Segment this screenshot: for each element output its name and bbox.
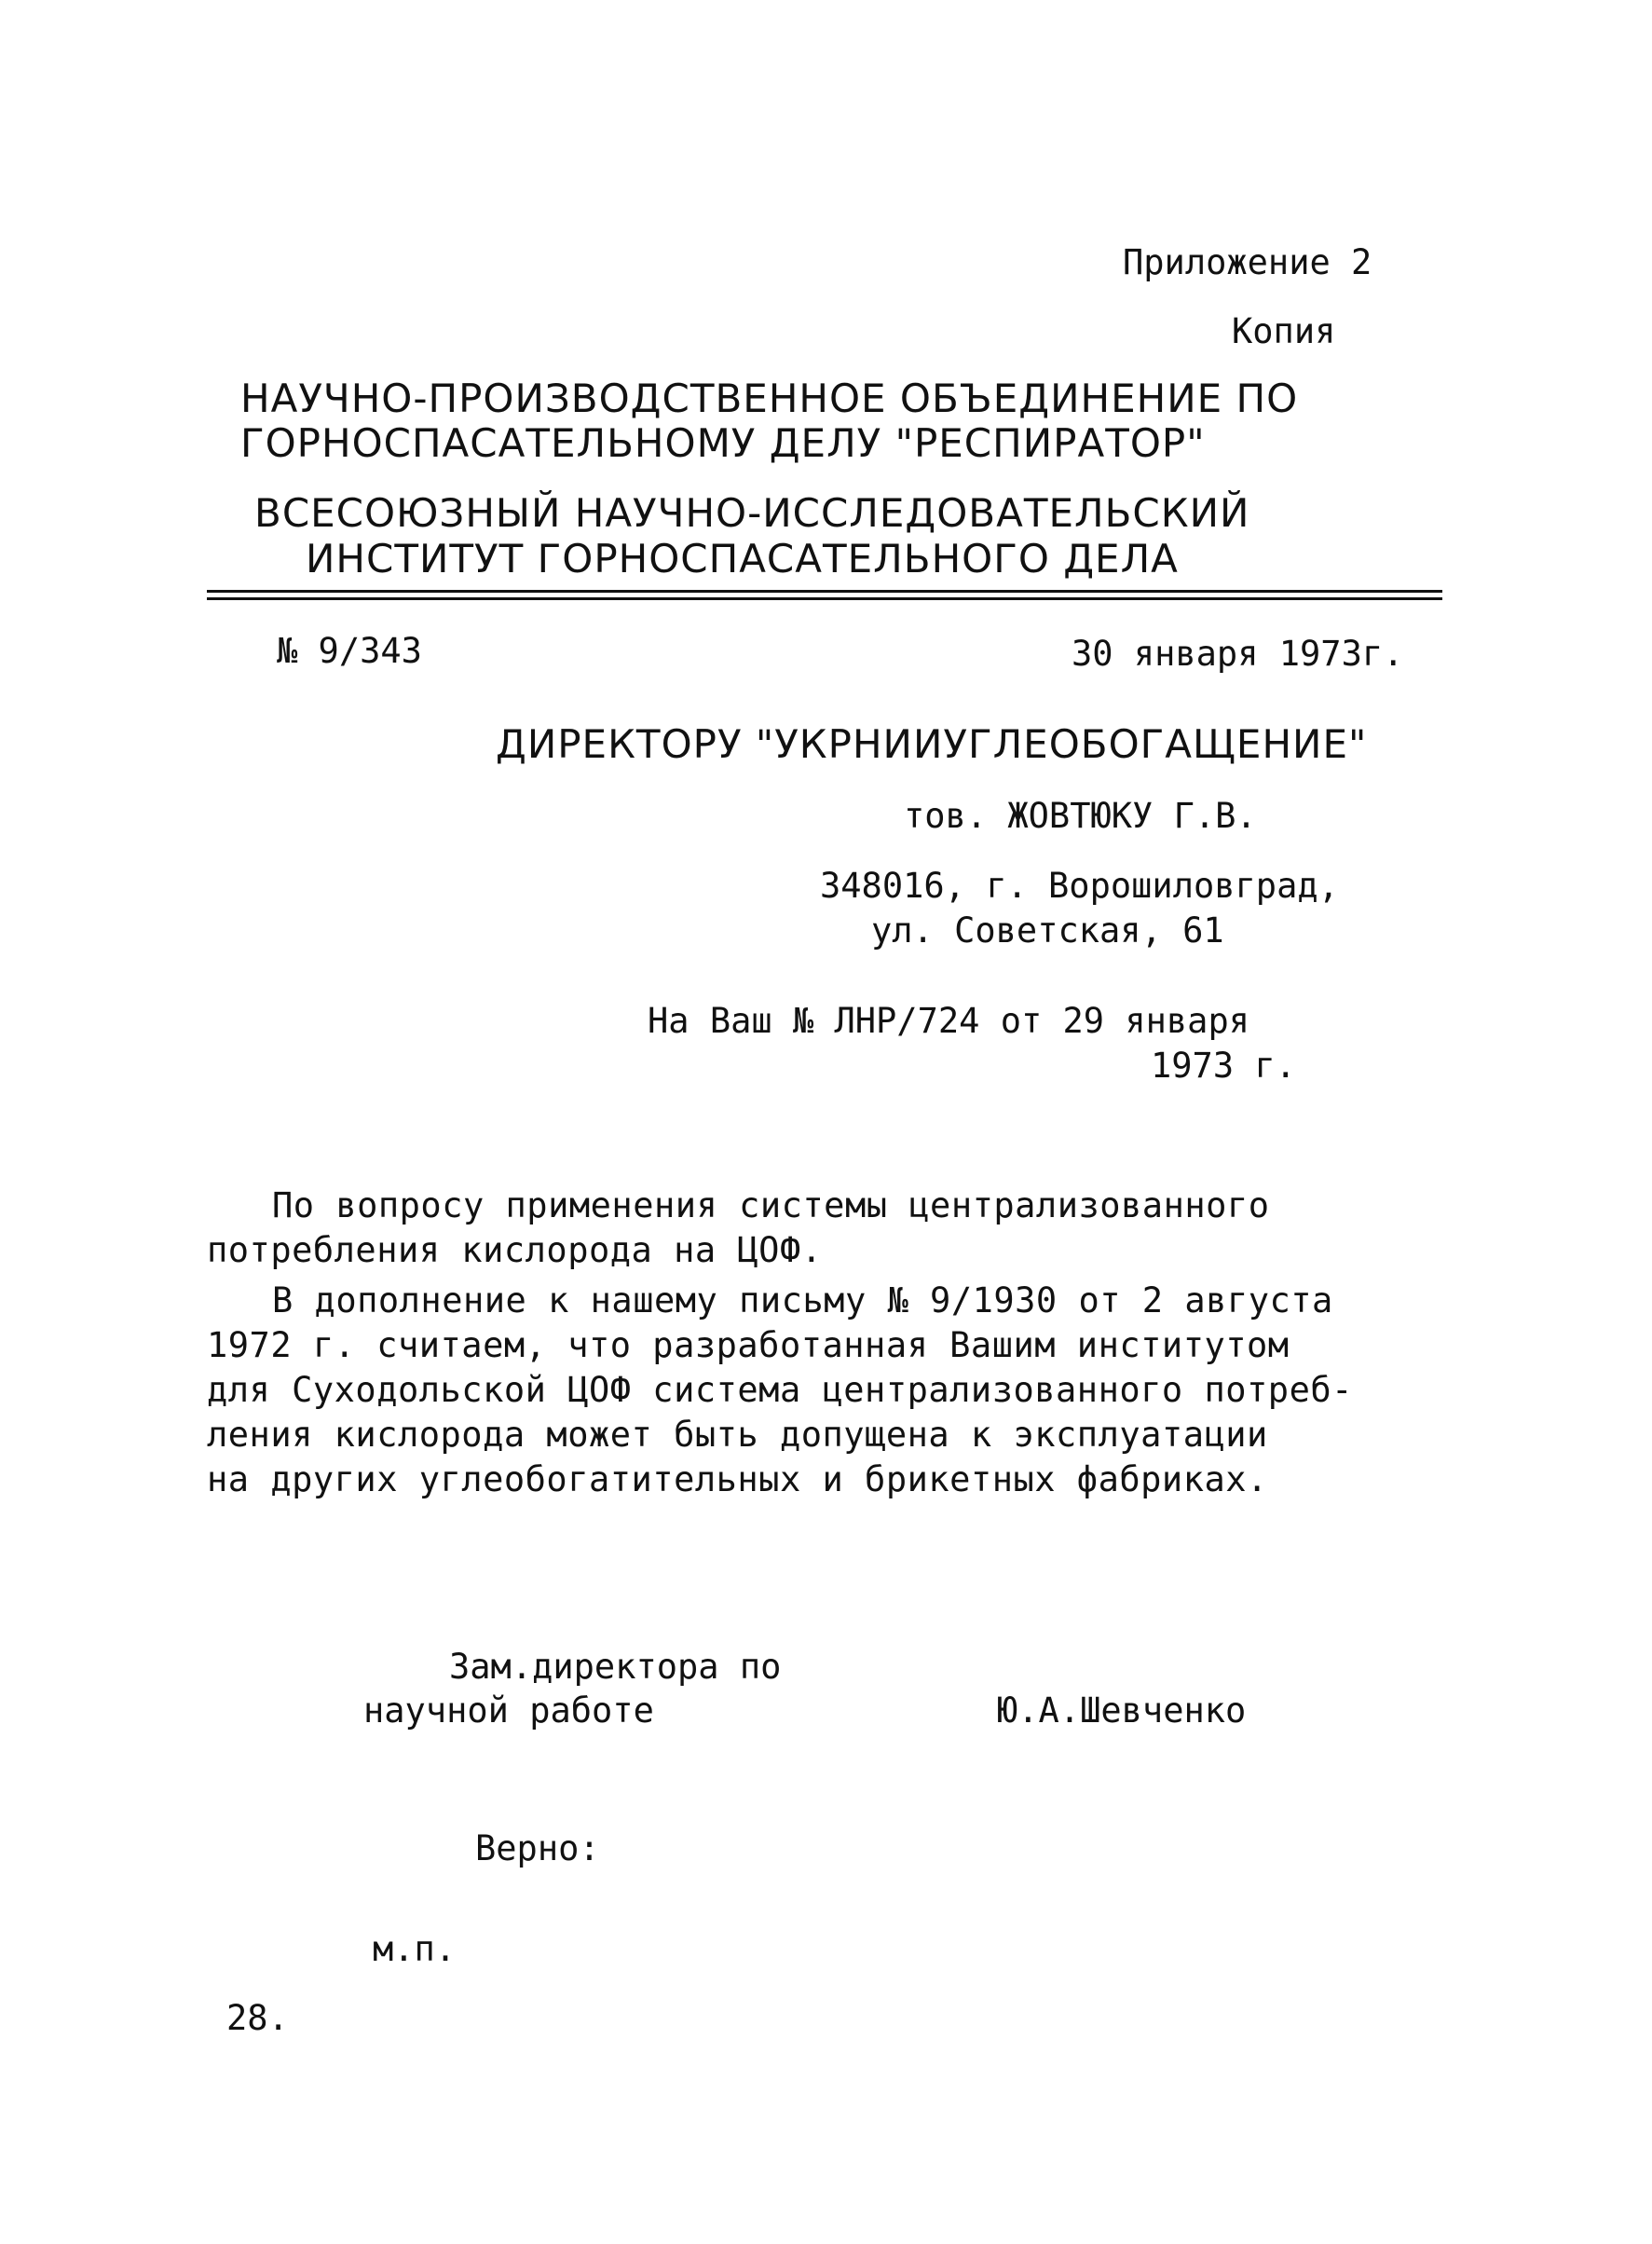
signer-position-line2: научной работе xyxy=(363,1690,654,1731)
org-name-line1: НАУЧНО-ПРОИЗВОДСТВЕННОЕ ОБЪЕДИНЕНИЕ ПО xyxy=(240,376,1299,421)
copy-mark: Копия xyxy=(1232,311,1336,351)
address-line1: 348016, г. Ворошиловград, xyxy=(820,866,1339,906)
letter-date: 30 января 1973г. xyxy=(1072,634,1404,674)
header-rule-top xyxy=(207,590,1442,593)
body-line-5: для Суходольской ЦОФ система централизованного потреб- xyxy=(207,1370,1353,1410)
org-name-line2: ГОРНОСПАСАТЕЛЬНОМУ ДЕЛУ "РЕСПИРАТОР" xyxy=(240,420,1206,466)
seal-place-label: м.п. xyxy=(373,1929,457,1969)
addressee-title: ДИРЕКТОРУ "УКРНИИУГЛЕОБОГАЩЕНИЕ" xyxy=(496,721,1368,767)
reply-reference-line1: На Ваш № ЛНР/724 от 29 января xyxy=(648,1001,1250,1041)
body-line-3: В дополнение к нашему письму № 9/1930 от 2 августа xyxy=(272,1280,1333,1320)
body-line-2: потребления кислорода на ЦОФ. xyxy=(207,1230,823,1270)
reference-number: № 9/343 xyxy=(277,631,422,671)
addressee-name: тов. ЖОВТЮКУ Г.В. xyxy=(904,796,1257,836)
signer-position-line1: Зам.директора по xyxy=(449,1647,782,1687)
address-line2: ул. Советская, 61 xyxy=(871,910,1224,951)
header-rule-bottom xyxy=(207,597,1442,600)
body-line-1: По вопросу применения системы централизованного xyxy=(272,1185,1270,1225)
page-number: 28. xyxy=(226,1998,289,2038)
body-line-6: ления кислорода может быть допущена к эксплуатации xyxy=(207,1415,1268,1455)
verified-label: Верно: xyxy=(475,1828,600,1868)
institute-name-line1: ВСЕСОЮЗНЫЙ НАУЧНО-ИССЛЕДОВАТЕЛЬСКИЙ xyxy=(254,490,1250,536)
body-line-7: на других углеобогатительных и брикетных фабриках. xyxy=(207,1459,1268,1499)
reply-reference-line2: 1973 г. xyxy=(1151,1046,1296,1086)
signer-name: Ю.А.Шевченко xyxy=(997,1690,1247,1731)
body-line-4: 1972 г. считаем, что разработанная Вашим институтом xyxy=(207,1325,1290,1365)
appendix-label: Приложение 2 xyxy=(1123,242,1372,282)
institute-name-line2: ИНСТИТУТ ГОРНОСПАСАТЕЛЬНОГО ДЕЛА xyxy=(306,536,1179,582)
